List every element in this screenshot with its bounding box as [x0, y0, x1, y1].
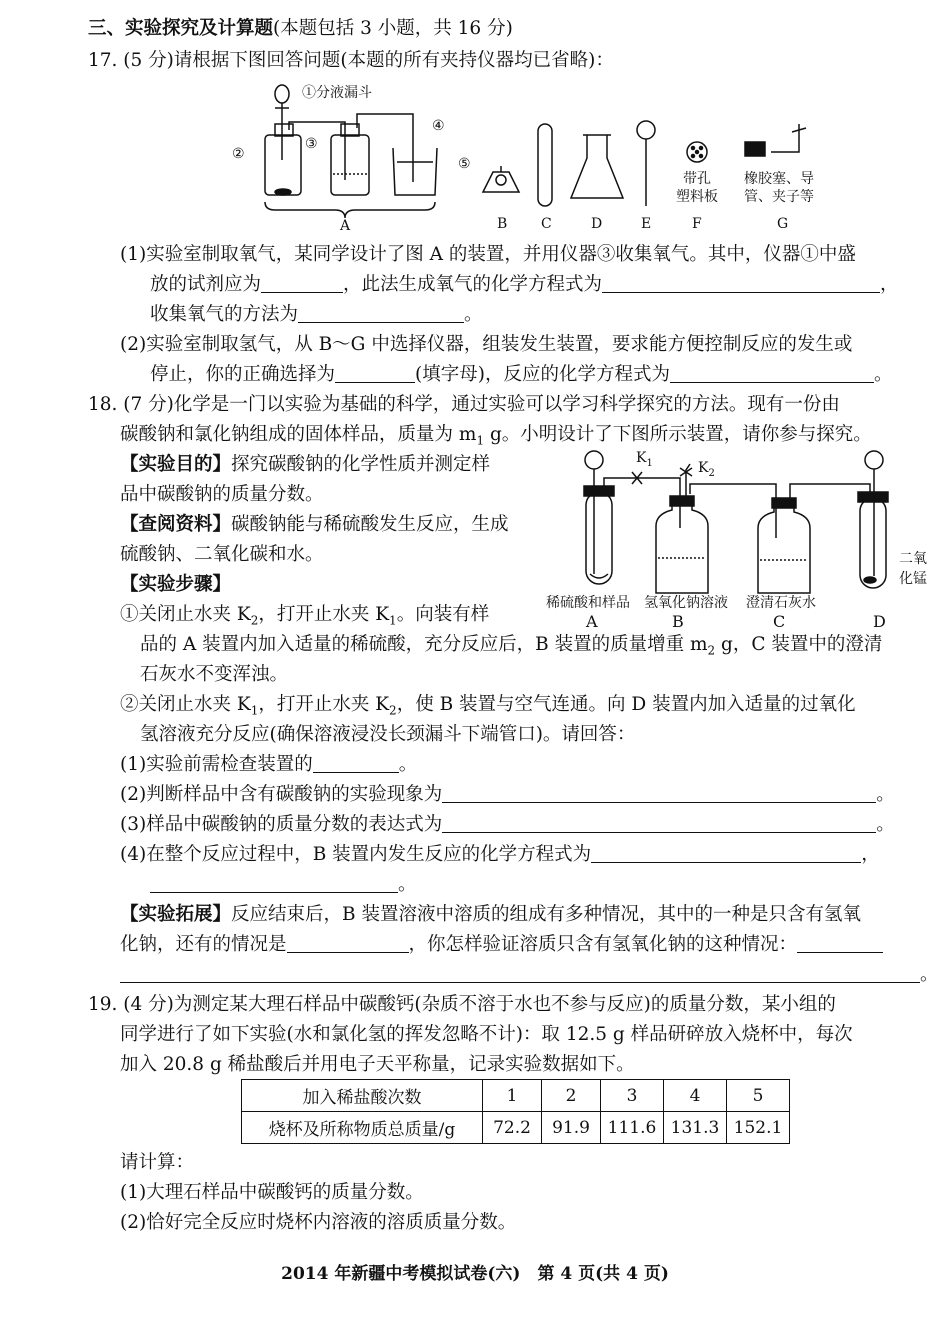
blank-apparatus-choice[interactable]: [335, 362, 415, 383]
section-heading: [88, 14, 513, 44]
table-value-3: 111.6: [601, 1112, 664, 1144]
q18-line1: 18. (7 分)化学是一门以实验为基础的科学，通过实验可以学习科学探究的方法。现有一份由: [88, 394, 840, 415]
blank-h2-equation[interactable]: [670, 362, 874, 383]
q18-aim-line2: 品中碳酸钠的质量分数。: [120, 484, 324, 505]
table-head-mass: 烧杯及所称物质总质量/g: [242, 1112, 483, 1144]
q18-q4-line2: 。: [150, 870, 417, 900]
blank-verify-2[interactable]: [120, 962, 920, 983]
table-col-1: 1: [483, 1080, 542, 1112]
q17-p1-line1: (1)实验室制取氧气，某同学设计了图 A 的装置，并用仪器③收集氧气。其中，仪器①中盛: [120, 244, 856, 265]
table-value-1: 72.2: [483, 1112, 542, 1144]
q18-line2: 碳酸钠和氯化钠组成的固体样品，质量为 $m_1$ g。小明设计了下图所示装置，请你参与探究。: [120, 424, 872, 448]
q17-p1-line2: 放的试剂应为 ，此法生成氧气的化学方程式为 ，: [150, 274, 899, 295]
label-separatory-funnel: ①分液漏斗: [302, 85, 372, 101]
label-G: G: [777, 216, 789, 232]
label-C: C: [541, 216, 552, 232]
q19-line3: 加入 20.8 g 稀盐酸后并用电子天平称量，记录实验数据如下。: [120, 1054, 635, 1075]
label-k2: $K_2$: [698, 460, 715, 479]
q18-ref-line2: 硫酸钠、二氧化碳和水。: [120, 544, 324, 565]
blank-other-case[interactable]: [287, 932, 409, 953]
page-footer: 2014 年新疆中考模拟试卷(六) 第 4 页(共 4 页): [281, 1264, 669, 1284]
section-note: (本题包括 3 小题，共 16 分): [273, 18, 513, 39]
label-mno2-1: 二氧: [899, 551, 927, 567]
label-reagents-B: 氢氧化钠溶液: [644, 595, 728, 611]
q18-step1-line3: 石灰水不变浑浊。: [140, 664, 289, 685]
blank-b-equation-1[interactable]: [591, 842, 861, 863]
label-app-B: B: [672, 612, 684, 631]
q18-step2-line1: ②关闭止水夹 $K_1$，打开止水夹 $K_2$，使 B 装置与空气连通。向 D 装置内加入适量的过氧化: [120, 694, 856, 718]
label-B: B: [497, 216, 508, 232]
label-2: ②: [232, 146, 245, 162]
label-k1: $K_1$: [636, 450, 653, 469]
label-F-name1: 带孔: [683, 171, 711, 187]
label-mno2-2: 化锰: [899, 571, 927, 587]
q18-aim-line1: 【实验目的】探究碳酸钠的化学性质并测定样: [120, 454, 491, 475]
table-col-5: 5: [727, 1080, 790, 1112]
table-value-2: 91.9: [542, 1112, 601, 1144]
label-3: ③: [305, 136, 318, 152]
table-col-2: 2: [542, 1080, 601, 1112]
label-app-D: D: [873, 612, 886, 631]
q18-q2: (2)判断样品中含有碳酸钠的实验现象为 。: [120, 784, 895, 805]
table-value-4: 131.3: [664, 1112, 727, 1144]
label-reagents-A: 稀硫酸和样品: [546, 595, 630, 611]
q18-q3: (3)样品中碳酸钠的质量分数的表达式为 。: [120, 814, 895, 835]
label-G-name1: 橡胶塞、导: [744, 171, 814, 187]
q18-step2-line2: 氢溶液充分反应(确保溶液浸没长颈漏斗下端管口)。请回答：: [140, 724, 636, 745]
blank-expression[interactable]: [442, 812, 876, 833]
q18-ext-line1: 【实验拓展】反应结束后，B 装置溶液中溶质的组成有多种情况，其中的一种是只含有氢氧: [120, 904, 861, 925]
blank-collect-method[interactable]: [298, 302, 464, 323]
q18-ext-line3: 。: [120, 960, 939, 990]
table-value-5: 152.1: [727, 1112, 790, 1144]
blank-o2-equation[interactable]: [602, 272, 880, 293]
q17-p1-line3: 收集氧气的方法为 。: [150, 304, 483, 325]
blank-b-equation-2[interactable]: [150, 872, 398, 893]
table-row: [242, 1112, 790, 1144]
label-D: D: [591, 216, 603, 232]
section-title: 三、实验探究及计算题: [88, 18, 274, 39]
q19-c2: (2)恰好完全反应时烧杯内溶液的溶质质量分数。: [120, 1212, 517, 1233]
q18-q4: (4)在整个反应过程中，B 装置内发生反应的化学方程式为 ，: [120, 844, 880, 865]
label-F: F: [692, 216, 702, 232]
blank-phenomenon[interactable]: [442, 782, 876, 803]
q17-p2-line2: 停止，你的正确选择为 (填字母)，反应的化学方程式为 。: [150, 364, 893, 385]
label-E: E: [641, 216, 652, 232]
label-F-name2: 塑料板: [676, 189, 718, 205]
blank-reagent[interactable]: [261, 272, 343, 293]
table-col-3: 3: [601, 1080, 664, 1112]
q19-data-table: [241, 1079, 790, 1144]
table-row: [242, 1080, 790, 1112]
q19-c1: (1)大理石样品中碳酸钙的质量分数。: [120, 1182, 424, 1203]
q18-steps-tag: 【实验步骤】: [120, 574, 232, 595]
q18-apparatus-figure: [580, 448, 940, 598]
q17-header: 17. (5 分)请根据下图回答问题(本题的所有夹持仪器均已省略)：: [88, 50, 614, 71]
label-app-A: A: [586, 612, 598, 631]
q17-apparatus-figure: [225, 80, 825, 240]
q18-ext-line2: 化钠，还有的情况是 ，你怎样验证溶质只含有氢氧化钠的这种情况：: [120, 930, 883, 960]
table-col-4: 4: [664, 1080, 727, 1112]
label-G-name2: 管、夹子等: [744, 189, 814, 205]
table-head-additions: 加入稀盐酸次数: [242, 1080, 483, 1112]
blank-verify-1[interactable]: [797, 932, 883, 953]
q19-calc: 请计算：: [120, 1152, 195, 1173]
q18-q1: (1)实验前需检查装置的 。: [120, 754, 418, 775]
label-reagents-C: 澄清石灰水: [746, 595, 816, 611]
q19-line2: 同学进行了如下实验(水和氯化氢的挥发忽略不计)：取 12.5 g 样品研碎放入烧杯中，每次: [120, 1024, 853, 1045]
blank-check-airtight[interactable]: [313, 752, 399, 773]
q19-line1: 19. (4 分)为测定某大理石样品中碳酸钙(杂质不溶于水也不参与反应)的质量分数，某小组的: [88, 994, 836, 1015]
q17-p2-line1: (2)实验室制取氢气，从 B～G 中选择仪器，组装发生装置，要求能方便控制反应的发生或: [120, 334, 853, 355]
q18-step1-line2: 品的 A 装置内加入适量的稀硫酸，充分反应后，B 装置的质量增重 $m_2$ g，C 装置中的澄清: [140, 634, 883, 658]
label-5: ⑤: [458, 156, 471, 172]
label-A: A: [340, 218, 351, 234]
label-app-C: C: [773, 612, 786, 631]
q18-step1-line1: ①关闭止水夹 $K_2$，打开止水夹 $K_1$。向装有样: [120, 604, 490, 628]
label-4: ④: [432, 118, 445, 134]
q18-ref-line1: 【查阅资料】碳酸钠能与稀硫酸发生反应，生成: [120, 514, 509, 535]
